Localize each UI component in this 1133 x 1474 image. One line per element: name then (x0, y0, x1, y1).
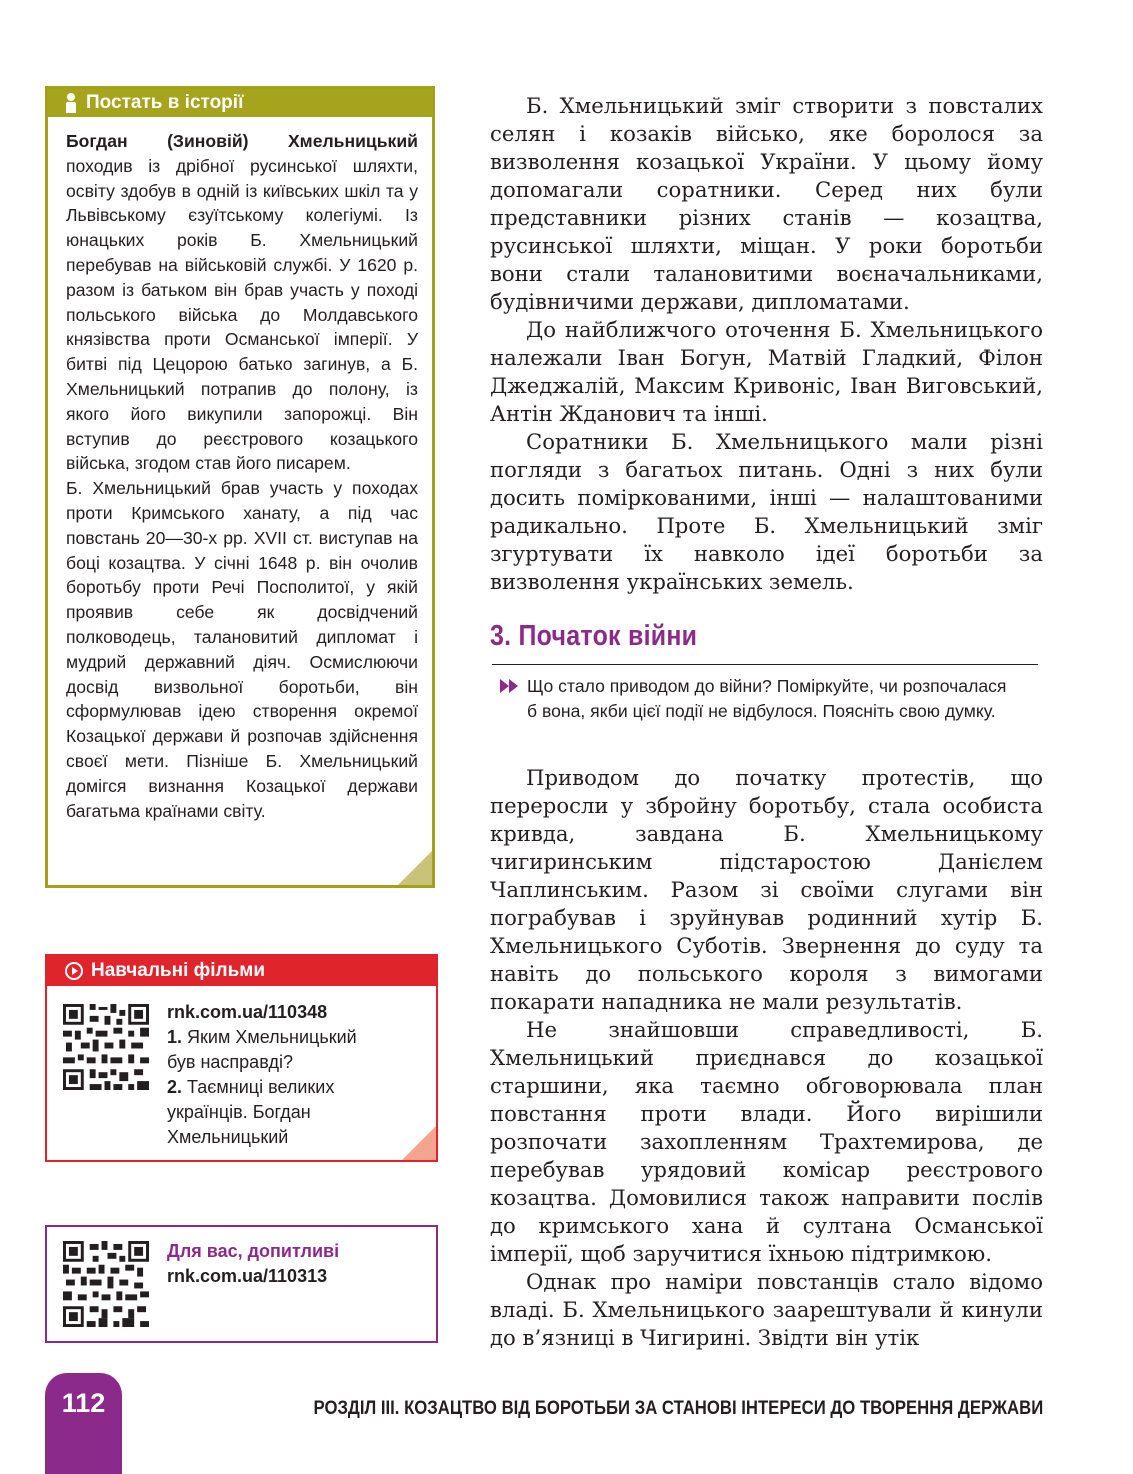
films-item-text: Таємниці великих (187, 1077, 335, 1097)
persona-box (45, 86, 435, 888)
double-arrow-icon (500, 679, 520, 693)
section-title: 3. Початок війни (490, 620, 698, 652)
body-paragraph: Б. Хмельницький зміг створити з повсталих селян і козаків військо, яке боролося за визволення козацької України. У цьому йому допомагали соратники. Серед них були представники різних станів — козацтва, русинської шляхти, міщан. У роки боротьби вони стали талановитими воєначальниками, будівничими держави, дипломатами. (490, 93, 1043, 314)
person-icon (64, 93, 78, 113)
curious-box (45, 1225, 438, 1343)
persona-paragraph (66, 476, 418, 823)
persona-box-header (48, 89, 432, 117)
persona-paragraph (66, 129, 418, 476)
main-text-block-1 (490, 92, 1043, 596)
films-box-header (47, 956, 436, 986)
films-link[interactable]: rnk.com.ua/110348 (167, 1002, 328, 1022)
films-item-2-line2[interactable]: українців. Богдан (167, 1102, 311, 1122)
films-item-number: 1. (167, 1027, 183, 1047)
films-item-2-line3[interactable]: Хмельницький (167, 1127, 289, 1147)
persona-name: Богдан (Зиновій) Хмельницький (66, 131, 418, 151)
films-box-title: Навчальні фільми (91, 960, 266, 981)
films-item-text: Яким Хмельницький (187, 1027, 357, 1047)
persona-box-text (48, 117, 432, 823)
curious-content (167, 1239, 339, 1289)
body-paragraph: Соратники Б. Хмельницького мали різні погляди з багатьох питань. Одні з них були досить поміркованими, інші — налаштованими радикально. Проте Б. Хмельницький зміг згуртувати їх навколо ідеї боротьби за визволення українських земель. (490, 429, 1043, 594)
films-item-2[interactable] (167, 1075, 357, 1100)
body-paragraph: Приводом до початку протестів, що переросли у збройну боротьбу, стала особиста кривда, завдана Б. Хмельницькому чигиринським підстаростою Данієлем Чаплинським. Разом зі своїми слугами він пограбував і зруйнував родинний хутір Б. Хмельницького Суботів. Звернення до суду та навіть до польського короля з вимогами покарати нападника не мали результатів. (490, 765, 1043, 1014)
qr-code-icon[interactable] (63, 1241, 149, 1327)
body-paragraph: Однак про наміри повстанців стало відомо владі. Б. Хмельницького заарештували й кинули до в’язниці в Чигирині. Звідти він утік (490, 1269, 1043, 1350)
body-paragraph: Не знайшовши справедливості, Б. Хмельницький приєднався до козацької старшини, яка таємно обговорювала план повстання проти влади. Його вирішили розпочати захопленням Трахтемирова, де перебував урядовий комісар реєстрового козацтва. Домовилися також направити послів до кримського хана й султана Османської імперії, щоб заручитися їхньою підтримкою. (490, 1017, 1043, 1266)
curious-title: Для вас, допитливі (167, 1241, 340, 1261)
films-item-number: 2. (167, 1077, 183, 1097)
question-block (500, 674, 1020, 723)
persona-box-title: Постать в історії (86, 92, 244, 113)
films-box (45, 954, 438, 1162)
section-divider (492, 664, 1038, 665)
corner-fold-decoration (398, 851, 432, 885)
play-icon (65, 962, 83, 980)
qr-code-icon[interactable] (63, 1004, 149, 1090)
body-paragraph: До найближчого оточення Б. Хмельницького належали Іван Богун, Матвій Гладкий, Філон Джеджалій, Максим Кривоніс, Іван Виговський, Антін Жданович та інші. (490, 317, 1043, 426)
page-number: 112 (45, 1373, 122, 1474)
curious-link[interactable]: rnk.com.ua/110313 (167, 1266, 328, 1286)
chapter-title: РОЗДІЛ ІІІ. КОЗАЦТВО ВІД БОРОТЬБИ ЗА СТАНОВІ ІНТЕРЕСИ ДО ТВОРЕННЯ ДЕРЖАВИ (313, 1398, 1043, 1419)
question-text: Що стало приводом до війни? Поміркуйте, чи розпочалася б вона, якби цієї події не відбулося. Поясніть свою думку. (527, 676, 1007, 721)
films-item-1-line2[interactable]: був насправді? (167, 1052, 294, 1072)
persona-paragraph-text: походив із дрібної русинської шляхти, освіту здобув в одній із київських шкіл та у Львівському єзуїтському колегіумі. Із юнацьких років Б. Хмельницький перебував на військовій службі. У 1620 р. разом із батьком він брав участь у поході польського війська до Молдавського князівства проти Османської імперії. У битві під Цецорою батько загинув, а Б. Хмельницький потрапив до полону, із якого його викупили запорожці. Він вступив до реєстрового козацького війська, згодом став його писарем. (66, 155, 418, 474)
persona-paragraph-text: Б. Хмельницький брав участь у походах проти Кримського ханату, а під час повстань 20—30-х рр. XVII ст. виступав на боці козацтва. У січні 1648 р. він очолив боротьбу проти Речі Посполитої, у якій проявив себе як досвідчений полководець, талановитий дипломат і мудрий державний діяч. Осмислюючи досвід визвольної боротьби, він сформулював ідею створення окремої Козацької держави й розпочав здійснення своєї мети. Пізніше Б. Хмельницький домігся визнання Козацької держави багатьма країнами світу. (66, 478, 418, 821)
main-text-block-2 (490, 764, 1043, 1352)
films-item-1[interactable] (167, 1025, 357, 1050)
films-list (167, 1000, 357, 1150)
corner-fold-decoration (402, 1126, 436, 1160)
